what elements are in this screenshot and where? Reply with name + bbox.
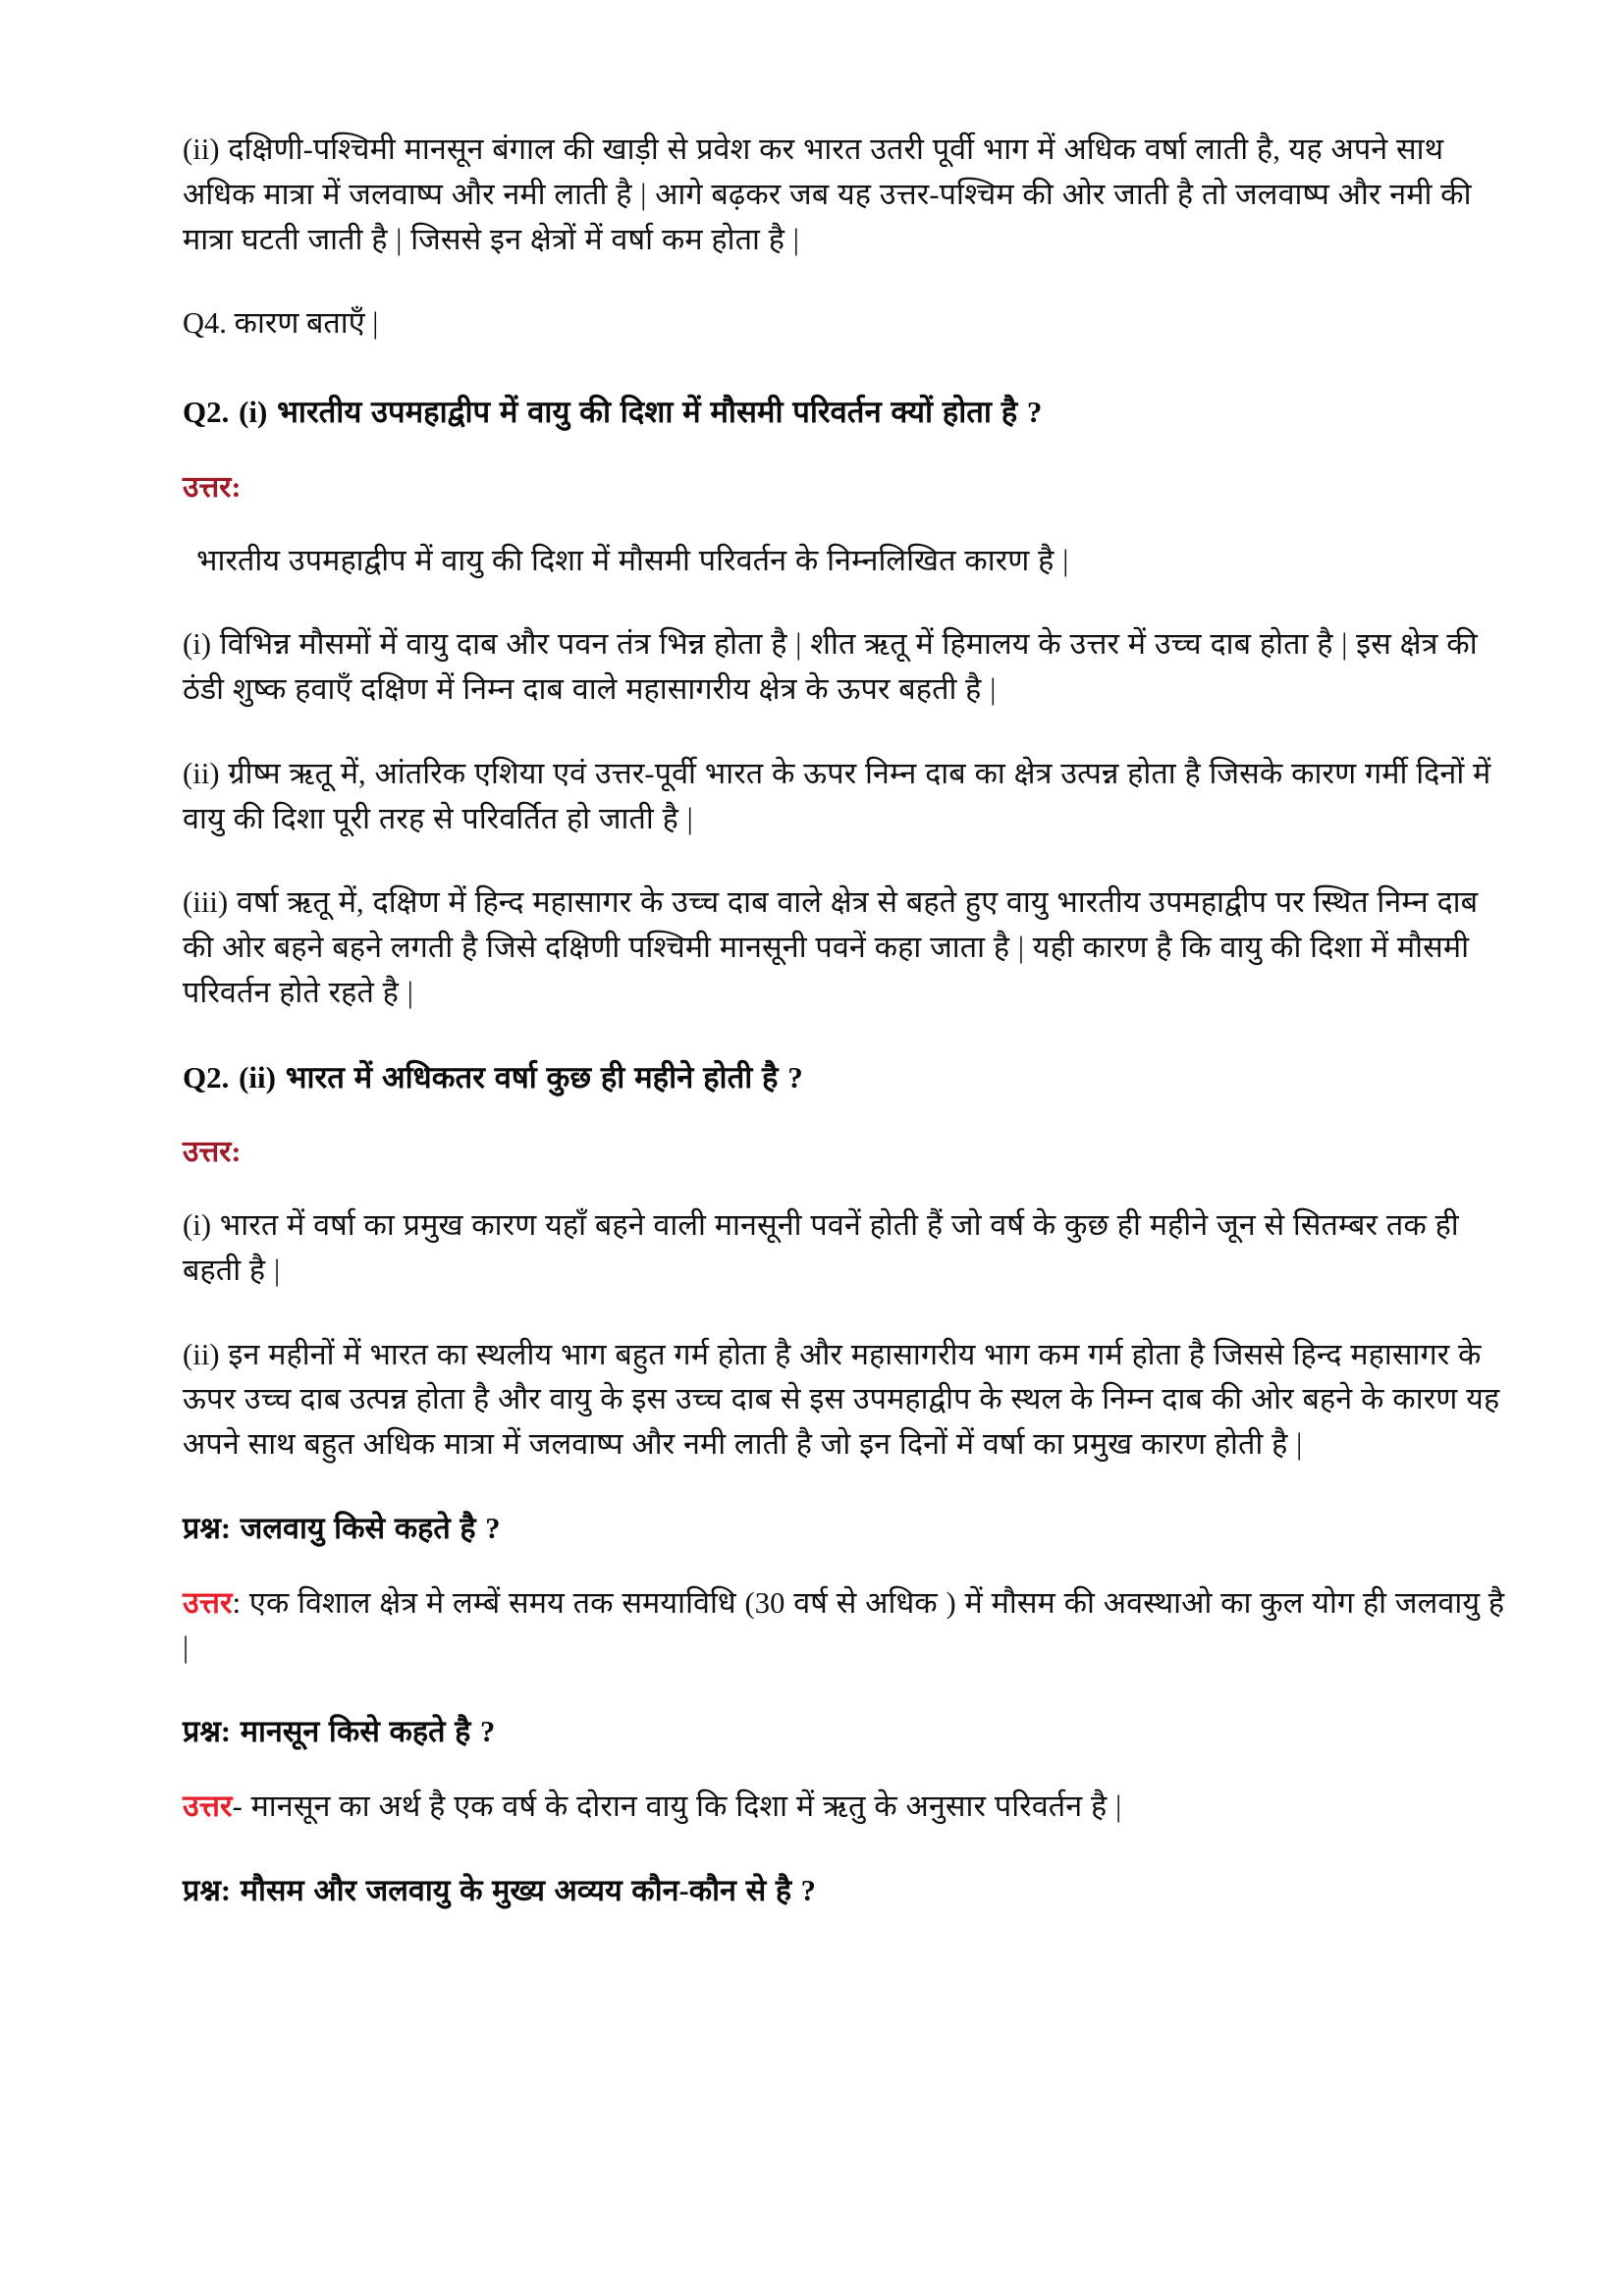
question-heading-q2-ii: Q2. (ii) भारत में अधिकतर वर्षा कुछ ही महीने होती है ? [183, 1059, 803, 1095]
spacer [183, 1319, 1508, 1333]
answer-point-3: (iii) वर्षा ऋतू में, दक्षिण में हिन्द महासागर के उच्च दाब वाले क्षेत्र से बहते हुए वायु भारतीय उपमहाद्वीप पर स्थित निम्न दाब की ओर बहने बहने लगती है जिसे दक्षिणी पश्चिमी मानसूनी पवनें कहा जाता है | यही कारण है कि वायु की दिशा में मौसमी परिवर्तन होते रहते है | [183, 885, 1479, 1009]
inline-answer-separator: : [232, 1585, 242, 1620]
question-heading-q2-i: Q2. (i) भारतीय उपमहाद्वीप में वायु की दिशा में मौसमी परिवर्तन क्यों होता है ? [183, 395, 1043, 429]
spacer [183, 1041, 1508, 1055]
answer-jalvayu-text: एक विशाल क्षेत्र मे लम्बें समय तक समयाविधि (30 वर्ष से अधिक ) में मौसम की अवस्थाओ का कुल योग ही जलवायु है | [183, 1585, 1505, 1665]
document-body [183, 128, 1508, 1913]
intro-paragraph: (ii) दक्षिणी-पश्चिमी मानसून बंगाल की खाड़ी से प्रवेश कर भारत उतरी पूर्वी भाग में अधिक वर्षा लाती है, यह अपने साथ अधिक मात्रा में जलवाष्प और नमी लाती है | आगे बढ़कर जब यह उत्तर-पश्चिम की ओर जाती है तो जलवाष्प और नमी की मात्रा घटती जाती है | जिससे इन क्षेत्रों में वर्षा कम होता है | [183, 133, 1472, 256]
inline-answer-label-mansoon: उत्तर [183, 1789, 233, 1823]
answer2-point-1: (i) भारत में वर्षा का प्रमुख कारण यहाँ बहने वाली मानसूनी पवनें होती हैं जो वर्ष के कुछ ही महीने जून से सितम्बर तक ही बहती है | [183, 1208, 1459, 1287]
answer-point-1: (i) विभिन्न मौसमों में वायु दाब और पवन तंत्र भिन्न होता है | शीत ऋतू में हिमालय के उत्तर में उच्च दाब होता है | इस क्षेत्र की ठंडी शुष्क हवाएँ दक्षिण में निम्न दाब वाले महासागरीय क्षेत्र के ऊपर बहती है | [183, 627, 1478, 706]
answer-label-q2-ii: उत्तर: [183, 1136, 242, 1168]
question-heading-jalvayu: प्रश्न: जलवायु किसे कहते है ? [183, 1511, 501, 1545]
spacer [183, 1855, 1508, 1869]
answer-lead-q2-i: भारतीय उपमहाद्वीप में वायु की दिशा में मौसमी परिवर्तन के निम्नलिखित कारण है | [196, 543, 1069, 577]
q4-line: Q4. कारण बताएँ | [183, 306, 379, 341]
answer-point-2: (ii) ग्रीष्म ऋतू में, आंतरिक एशिया एवं उत्तर-पूर्वी भारत के ऊपर निम्न दाब का क्षेत्र उत्पन्न होता है जिसके कारण गर्मी दिनों में वायु की दिशा पूरी तरह से परिवर्तित हो जाती है | [183, 756, 1491, 835]
answer2-point-2: (ii) इन महीनों में भारत का स्थलीय भाग बहुत गर्म होता है और महासागरीय भाग कम गर्म होता है जिससे हिन्द महासागर के ऊपर उच्च दाब उत्पन्न होता है और वायु के इस उच्च दाब से इस उपमहाद्वीप के स्थल के निम्न दाब की ओर बहने के कारण यह अपने साथ बहुत अधिक मात्रा में जलवाष्प और नमी लाती है जो इन दिनों में वर्षा का प्रमुख कारण होती है | [183, 1337, 1500, 1461]
spacer [183, 288, 1508, 301]
spacer [183, 867, 1508, 881]
spacer [183, 609, 1508, 622]
inline-answer-label-jalvayu: उत्तर [183, 1585, 233, 1620]
answer-label-q2-i: उत्तर: [183, 470, 242, 504]
answer-mansoon-text: मानसून का अर्थ है एक वर्ष के दोरान वायु कि दिशा में ऋतु के अनुसार परिवर्तन है | [242, 1789, 1122, 1823]
answer-jalvayu [183, 1581, 1508, 1672]
spacer [183, 1493, 1508, 1507]
spacer [183, 376, 1508, 390]
spacer [183, 738, 1508, 752]
spacer [183, 1696, 1508, 1710]
inline-answer-separator: - [232, 1789, 243, 1823]
answer-mansoon [183, 1785, 1508, 1830]
question-heading-mansoon: प्रश्न: मानसून किसे कहते है ? [183, 1715, 496, 1748]
question-heading-avyay: प्रश्न: मौसम और जलवायु के मुख्य अव्यय कौन-कौन से है ? [183, 1873, 816, 1907]
